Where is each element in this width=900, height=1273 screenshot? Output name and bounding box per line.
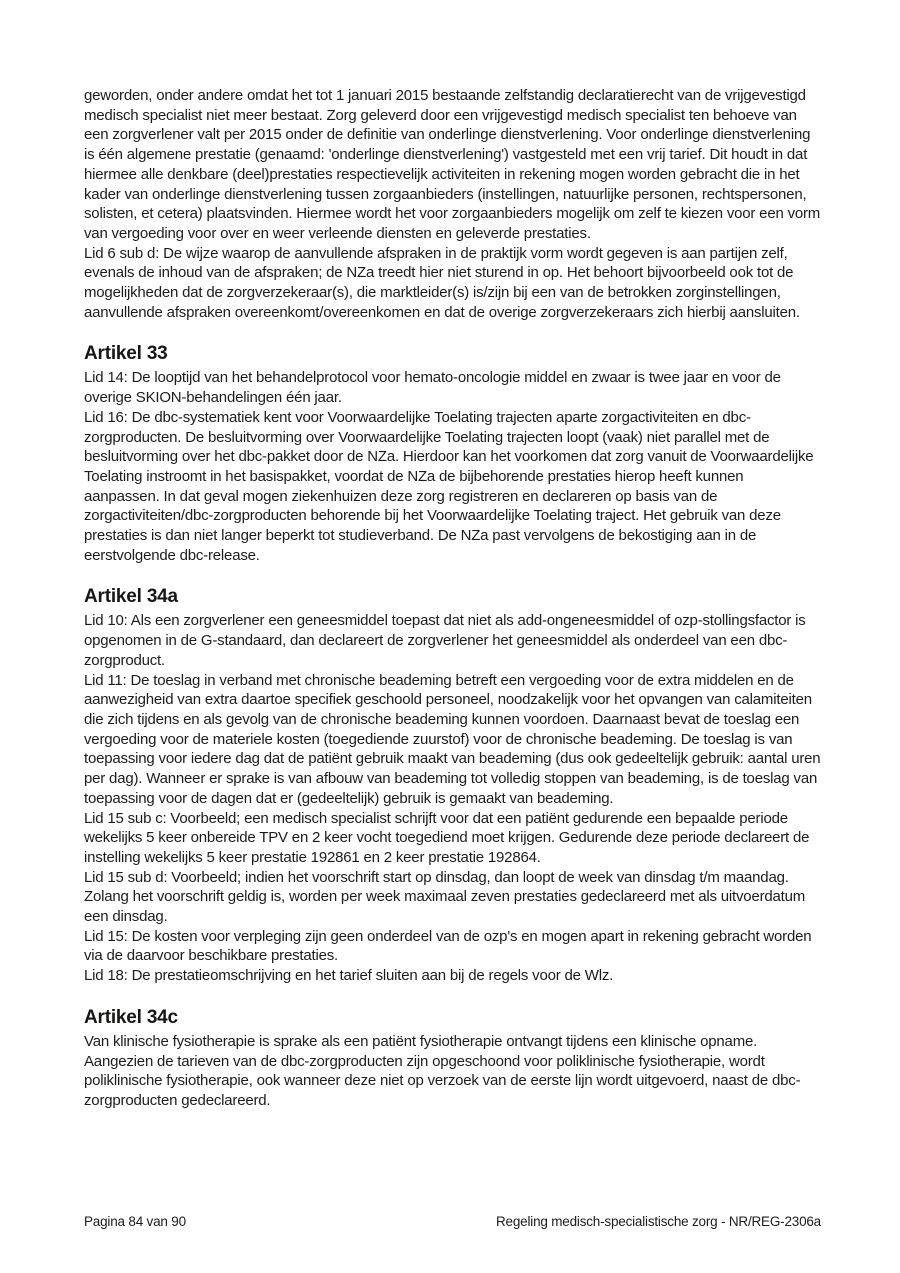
footer-document-reference: Regeling medisch-specialistische zorg - NR/REG-2306a bbox=[496, 1214, 821, 1229]
paragraph-artikel-34c-body: Van klinische fysiotherapie is sprake als een patiënt fysiotherapie ontvangt tijdens een klinische opname. Aangezien de tarieven van de dbc-zorgproducten zijn opgeschoond voor poliklinische fysiotherapie, wordt poliklinische fysiotherapie, ook wanneer deze niet op verzoek van de eerste lijn wordt uitgevoerd, naast de dbc-zorgproducten gedeclareerd. bbox=[84, 1032, 801, 1109]
paragraph-lid-14: Lid 14: De looptijd van het behandelprotocol voor hemato-oncologie middel en zwaar is twee jaar en voor de overige SKION-behandelingen één jaar. bbox=[84, 369, 781, 407]
heading-artikel-34c: Artikel 34c bbox=[84, 1006, 178, 1028]
footer-page-number: Pagina 84 van 90 bbox=[84, 1214, 186, 1229]
paragraph-lid-18: Lid 18: De prestatieomschrijving en het tarief sluiten aan bij de regels voor de Wlz. bbox=[84, 967, 614, 985]
heading-artikel-33: Artikel 33 bbox=[84, 343, 168, 365]
paragraph-lid-15-sub-d: Lid 15 sub d: Voorbeeld; indien het voorschrift start op dinsdag, dan loopt de week van dinsdag t/m maandag. Zolang het voorschrift geldig is, worden per week maximaal zeven prestaties gedeclareerd met als uitvoerdatum een dinsdag. bbox=[84, 868, 806, 926]
paragraph-lid-15: Lid 15: De kosten voor verpleging zijn geen onderdeel van de ozp's en mogen apart in rekening gebracht worden via de daarvoor beschikbare prestaties. bbox=[84, 927, 812, 965]
paragraph-lid-6-sub-d: Lid 6 sub d: De wijze waarop de aanvullende afspraken in de praktijk vorm wordt gegeven is aan partijen zelf, evenals de inhoud van de afspraken; de NZa treedt hier niet sturend in op. Het behoort bijvoorbeeld ook tot de mogelijkheden dat de zorgverzekeraar(s), die marktleider(s) is/zijn bij een van de betrokken zorginstellingen, aanvullende afspraken overeenkomt/overeenkomen en dat de overige zorgverzekeraars zich hierbij aansluiten. bbox=[84, 244, 800, 321]
paragraph-continuation: geworden, onder andere omdat het tot 1 januari 2015 bestaande zelfstandig declaratierecht van de vrijgevestigd medisch specialist niet meer bestaat. Zorg geleverd door een vrijgevestigd medisch specialist ten behoeve van een zorgverlener valt per 2015 onder de definitie van onderlinge dienstverlening. Voor onderlinge dienstverlening is één algemene prestatie (genaamd: 'onderlinge dienstverlening') vastgesteld met een vrij tarief. Dit houdt in dat hiermee alle denkbare (deel)prestaties respectievelijk activiteiten in rekening mogen worden gebracht die in het kader van onderlinge dienstverlening tussen zorgaanbieders (instellingen, natuurlijke personen, rechtspersonen, solisten, et cetera) plaatsvinden. Hiermee wordt het voor zorgaanbieders mogelijk om zelf te kiezen voor een vorm van vergoeding voor over en weer verleende diensten en geleverde prestaties. bbox=[84, 87, 821, 242]
paragraph-lid-16: Lid 16: De dbc-systematiek kent voor Voorwaardelijke Toelating trajecten aparte zorgactiviteiten en dbc-zorgproducten. De besluitvorming over Voorwaardelijke Toelating trajecten loopt (vaak) niet parallel met de besluitvorming over het dbc-pakket door de NZa. Hierdoor kan het voorkomen dat zorg vanuit de Voorwaardelijke Toelating instroomt in het basispakket, voordat de NZa de bijbehorende prestaties hierop heeft kunnen aanpassen. In dat geval mogen ziekenhuizen deze zorg registreren en declareren op basis van de zorgactiviteiten/dbc-zorgproducten behorende bij het Voorwaardelijke Toelating traject. Het gebruik van deze prestaties is dan niet langer beperkt tot studieverband. De NZa past vervolgens de bekostiging aan in de eerstvolgende dbc-release. bbox=[84, 408, 814, 564]
page-footer bbox=[84, 1213, 821, 1230]
paragraph-lid-10: Lid 10: Als een zorgverlener een geneesmiddel toepast dat niet als add-ongeneesmiddel of ozp-stollingsfactor is opgenomen in de G-standaard, dan declareert de zorgverlener het geneesmiddel als onderdeel van een dbc-zorgproduct. bbox=[84, 612, 806, 669]
heading-artikel-34a: Artikel 34a bbox=[84, 586, 178, 608]
document-body bbox=[84, 86, 821, 1111]
paragraph-lid-15-sub-c: Lid 15 sub c: Voorbeeld; een medisch specialist schrijft voor dat een patiënt gedurende een bepaalde periode wekelijks 5 keer onbereide TPV en 2 keer vocht toegediend moet krijgen. Gedurende deze periode declareert de instelling wekelijks 5 keer prestatie 192861 en 2 keer prestatie 192864. bbox=[84, 809, 810, 866]
paragraph-lid-11: Lid 11: De toeslag in verband met chronische beademing betreft een vergoeding voor de extra middelen en de aanwezigheid van extra daartoe specifiek geschoold personeel, noodzakelijk voor het opvangen van calamiteiten die zich tijdens en als gevolg van de chronische beademing kunnen voordoen. Daarnaast bevat de toeslag een vergoeding voor de materiele kosten (toegediende zuurstof) voor de chronische beademing. De toeslag is van toepassing voor iedere dag dat de patiënt gebruik maakt van beademing (dus ook gedeeltelijk gebruik: aantal uren per dag). Wanneer er sprake is van afbouw van beademing tot volledig stoppen van beademing, is de toeslag van toepassing voor de dagen dat er (gedeeltelijk) gebruik is gemaakt van beademing. bbox=[84, 671, 821, 807]
